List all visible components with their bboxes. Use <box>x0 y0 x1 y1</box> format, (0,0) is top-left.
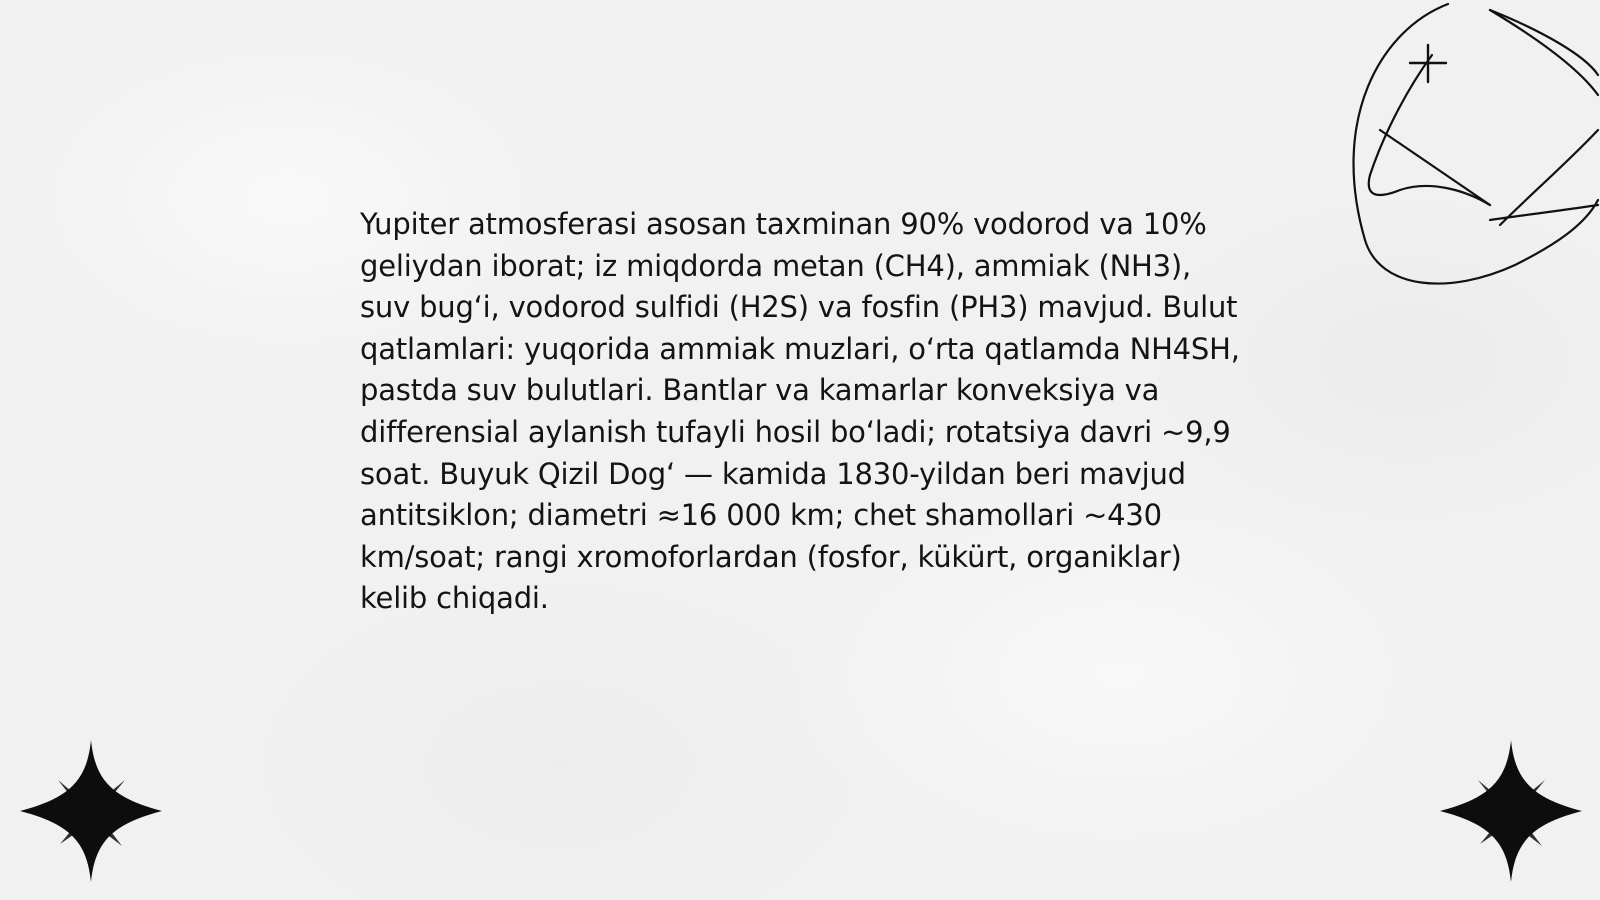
orbit-lines-sparkle-icon <box>1340 0 1600 300</box>
four-point-star-icon <box>20 740 162 882</box>
slide-body-text: Yupiter atmosferasi asosan taxminan 90% vodorod va 10% geliydan iborat; iz miqdorda metan (CH4), ammiak (NH3), suv bug‘i, vodorod sulfidi (H2S) va fosfin (PH3) mavjud. Bulut qatlamlari: yuqorida ammiak muzlari, o‘rta qatlamda NH4SH, pastda suv bulutlari. Bantlar va kamarlar konveksiya va differensial aylanish tufayli hosil bo‘ladi; rotatsiya davri ~9,9 soat. Buyuk Qizil Dog‘ — kamida 1830-yildan beri mavjud antitsiklon; diametri ≈16 000 km; chet shamollari ~430 km/soat; rangi xromoforlardan (fosfor, kükürt, organiklar) kelib chiqadi. <box>360 207 1240 616</box>
four-point-star-icon <box>1440 740 1582 882</box>
